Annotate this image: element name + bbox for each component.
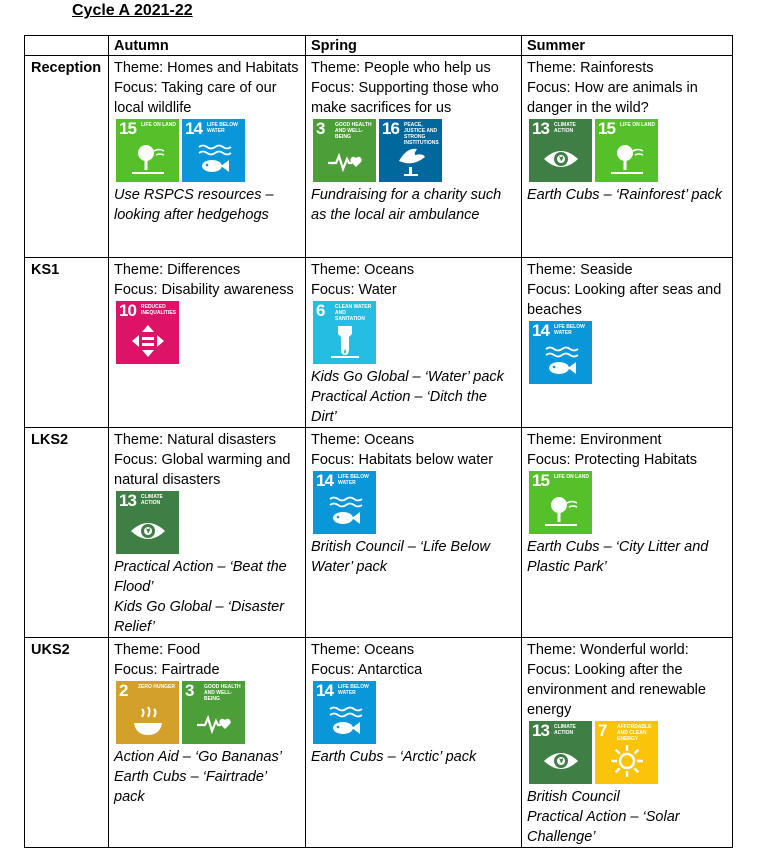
table-row [25, 428, 733, 638]
resource-text: Earth Cubs – ‘Rainforest’ pack [527, 187, 723, 203]
sdg-goal-number: 2 [119, 681, 128, 700]
sdg-15-life-on-land-icon [116, 119, 179, 182]
sdg-icons [116, 491, 300, 554]
sdg-goal-number: 7 [598, 721, 607, 740]
eye-icon [543, 743, 579, 779]
sdg-goal-number: 10 [119, 301, 136, 320]
focus-text: Focus: Water [311, 282, 397, 298]
header-row [25, 36, 733, 56]
sdg-goal-label: CLIMATE ACTION [554, 122, 576, 134]
theme-text: Theme: Oceans [311, 642, 415, 658]
sdg-goal-label: ZERO HUNGER [138, 684, 175, 690]
resource-text: Practical Action – ‘Beat the Flood’ [114, 559, 287, 595]
sdg-goal-number: 15 [532, 471, 549, 490]
curriculum-table [24, 35, 733, 848]
cell-reception-autumn [109, 56, 306, 258]
sdg-goal-label: LIFE BELOW WATER [207, 122, 238, 134]
resource-text: Fundraising for a charity such as the local air ambulance [311, 187, 502, 223]
theme-text: Theme: Oceans [311, 432, 415, 448]
corner-cell [25, 36, 109, 56]
sdg-goal-label: GOOD HEALTH AND WELL-BEING [204, 684, 241, 702]
sdg-goal-number: 14 [532, 321, 549, 340]
resource-text: Use RSPCS resources – looking after hedgehogs [114, 187, 274, 223]
sdg-goal-label: CLIMATE ACTION [554, 724, 576, 736]
sdg-goal-number: 3 [185, 681, 194, 700]
cell-ks1-autumn [109, 258, 306, 428]
cell-uks2-summer [522, 638, 733, 848]
sdg-16-peace-justice-icon [379, 119, 442, 182]
focus-text: Focus: Habitats below water [311, 452, 494, 468]
table-row [25, 638, 733, 848]
column-header-summer: Summer [522, 36, 733, 56]
cell-ks1-summer [522, 258, 733, 428]
sdg-7-clean-energy-icon [595, 721, 658, 784]
focus-text: Focus: Global warming and natural disasters [114, 452, 291, 488]
resource-text: Practical Action – ‘Ditch the Dirt’ [311, 389, 487, 425]
tree-icon [543, 493, 579, 529]
page-title: Cycle A 2021-22 [72, 2, 193, 19]
cell-uks2-autumn [109, 638, 306, 848]
fish-icon [196, 141, 232, 177]
sdg-goal-number: 14 [316, 681, 333, 700]
table-row [25, 56, 733, 258]
sdg-15-life-on-land-icon [595, 119, 658, 182]
sdg-icons [313, 681, 516, 744]
cell-reception-summer [522, 56, 733, 258]
cell-uks2-spring [306, 638, 522, 848]
row-header-reception: Reception [25, 56, 109, 258]
tree-icon [130, 141, 166, 177]
row-header-ks1: KS1 [25, 258, 109, 428]
theme-text: Theme: Seaside [527, 262, 633, 278]
resource-text: British Council – ‘Life Below Water’ pack [311, 539, 490, 575]
sdg-goal-label: LIFE ON LAND [620, 122, 655, 128]
focus-text: Focus: Antarctica [311, 662, 423, 678]
sdg-goal-label: LIFE ON LAND [554, 474, 589, 480]
sdg-goal-label: CLEAN WATER AND SANITATION [335, 304, 372, 322]
row-header-uks2: UKS2 [25, 638, 109, 848]
sdg-10-reduced-inequalities-icon [116, 301, 179, 364]
resource-text: Earth Cubs – ‘Fairtrade’ pack [114, 769, 267, 805]
theme-text: Theme: People who help us [311, 60, 491, 76]
eye-icon [543, 141, 579, 177]
sdg-14-life-below-water-icon [313, 471, 376, 534]
resource-text: Earth Cubs – ‘Arctic’ pack [311, 749, 477, 765]
cell-lks2-spring [306, 428, 522, 638]
sdg-goal-label: LIFE BELOW WATER [338, 474, 369, 486]
dove-icon [393, 141, 429, 177]
sdg-icons [116, 119, 300, 182]
column-header-autumn: Autumn [109, 36, 306, 56]
sdg-icons [313, 301, 516, 364]
sdg-3-good-health-icon [313, 119, 376, 182]
resource-text: Action Aid – ‘Go Bananas’ [114, 749, 282, 765]
heart-icon [327, 141, 363, 177]
table-row [25, 258, 733, 428]
sdg-icons [529, 119, 727, 182]
sdg-goal-label: PEACE, JUSTICE AND STRONG INSTITUTIONS [404, 122, 439, 146]
sdg-14-life-below-water-icon [313, 681, 376, 744]
sdg-goal-label: REDUCED INEQUALITIES [141, 304, 177, 316]
sdg-goal-number: 6 [316, 301, 325, 320]
focus-text: Focus: Disability awareness [114, 282, 294, 298]
theme-text: Theme: Wonderful world: [527, 642, 689, 658]
sdg-goal-number: 15 [119, 119, 136, 138]
resource-text: British Council [527, 789, 620, 805]
sdg-icons [313, 119, 516, 182]
sdg-13-climate-action-icon [529, 721, 592, 784]
sdg-goal-number: 3 [316, 119, 325, 138]
fish-icon [327, 493, 363, 529]
focus-text: Focus: Fairtrade [114, 662, 220, 678]
tree-icon [609, 141, 645, 177]
sdg-goal-label: LIFE BELOW WATER [338, 684, 369, 696]
sdg-goal-number: 13 [532, 119, 549, 138]
sdg-goal-label: GOOD HEALTH AND WELL-BEING [335, 122, 372, 140]
sdg-icons [529, 321, 727, 384]
sdg-2-zero-hunger-icon [116, 681, 179, 744]
sdg-goal-label: LIFE ON LAND [141, 122, 176, 128]
sdg-13-climate-action-icon [116, 491, 179, 554]
theme-text: Theme: Natural disasters [114, 432, 276, 448]
sdg-goal-number: 13 [119, 491, 136, 510]
theme-text: Theme: Environment [527, 432, 662, 448]
cell-lks2-summer [522, 428, 733, 638]
focus-text: Focus: Supporting those who make sacrifices for us [311, 80, 499, 116]
sdg-icons [529, 721, 727, 784]
cell-ks1-spring [306, 258, 522, 428]
sdg-goal-number: 15 [598, 119, 615, 138]
focus-text: Focus: Looking after seas and beaches [527, 282, 722, 318]
sdg-icons [529, 471, 727, 534]
theme-text: Theme: Food [114, 642, 201, 658]
sdg-14-life-below-water-icon [182, 119, 245, 182]
sdg-15-life-on-land-icon [529, 471, 592, 534]
sdg-goal-label: LIFE BELOW WATER [554, 324, 585, 336]
sdg-goal-number: 13 [532, 721, 549, 740]
theme-text: Theme: Homes and Habitats [114, 60, 299, 76]
sun-icon [609, 743, 645, 779]
sdg-goal-label: CLIMATE ACTION [141, 494, 163, 506]
cell-lks2-autumn [109, 428, 306, 638]
resource-text: Practical Action – ‘Solar Challenge’ [527, 809, 680, 845]
sdg-goal-label: AFFORDABLE AND CLEAN ENERGY [617, 724, 652, 742]
sdg-goal-number: 14 [316, 471, 333, 490]
focus-text: Focus: Taking care of our local wildlife [114, 80, 277, 116]
sdg-13-climate-action-icon [529, 119, 592, 182]
sdg-icons [116, 301, 300, 364]
equal-icon [130, 323, 166, 359]
focus-text: Focus: Protecting Habitats [527, 452, 698, 468]
focus-text: Focus: Looking after the environment and renewable energy [527, 662, 706, 718]
fish-icon [327, 703, 363, 739]
resource-text: Kids Go Global – ‘Water’ pack [311, 369, 504, 385]
resource-text: Earth Cubs – ‘City Litter and Plastic Park’ [527, 539, 709, 575]
focus-text: Focus: How are animals in danger in the wild? [527, 80, 698, 116]
sdg-goal-number: 16 [382, 119, 399, 138]
fish-icon [543, 343, 579, 379]
cell-reception-spring [306, 56, 522, 258]
eye-icon [130, 513, 166, 549]
heart-icon [196, 703, 232, 739]
sdg-6-clean-water-icon [313, 301, 376, 364]
resource-text: Kids Go Global – ‘Disaster Relief’ [114, 599, 285, 635]
sdg-14-life-below-water-icon [529, 321, 592, 384]
water-icon [327, 323, 363, 359]
column-header-spring: Spring [306, 36, 522, 56]
sdg-icons [116, 681, 300, 744]
theme-text: Theme: Differences [114, 262, 241, 278]
theme-text: Theme: Oceans [311, 262, 415, 278]
sdg-goal-number: 14 [185, 119, 202, 138]
sdg-icons [313, 471, 516, 534]
theme-text: Theme: Rainforests [527, 60, 654, 76]
sdg-3-good-health-icon [182, 681, 245, 744]
row-header-lks2: LKS2 [25, 428, 109, 638]
bowl-icon [130, 703, 166, 739]
